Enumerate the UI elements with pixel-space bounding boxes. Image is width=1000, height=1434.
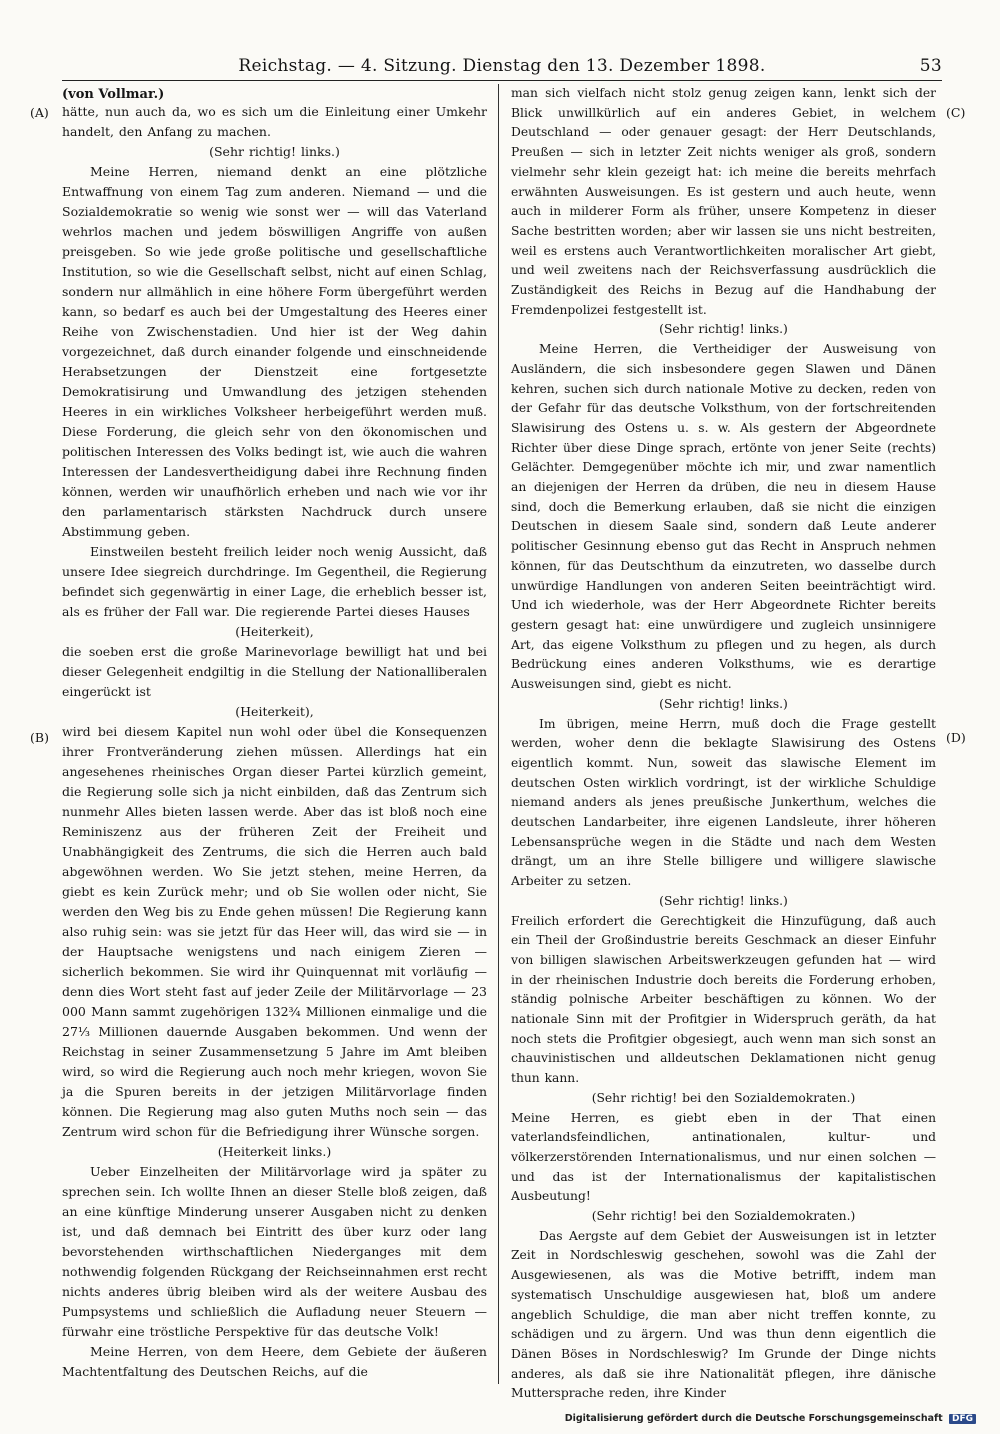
paragraph: hätte, nun auch da, wo es sich um die Einleitung einer Umkehr handelt, den Anfang zu machen. <box>62 104 487 139</box>
margin-mark-c: (C) <box>946 105 966 120</box>
paragraph: Ueber Einzelheiten der Militärvorlage wird ja später zu sprechen sein. Ich wollte Ihnen an dieser Stelle bloß zeigen, daß an eine künftige Minderung unserer Ausgaben nicht zu denken ist, und daß demnach bei Eintritt des über kurz oder lang bevorstehenden wirthschaftlichen Niederganges mit dem nothwendig folgenden Rückgang der Reichseinnahmen erst recht nichts anderes übrig bleiben wird als der weitere Ausbau des Pumpsystems und schließlich die Aufladung neuer Steuern — fürwahr eine tröstliche Perspektive für das deutsche Volk! <box>62 1164 487 1339</box>
footer-text: Digitalisierung gefördert durch die Deutsche Forschungsgemeinschaft <box>564 1413 943 1424</box>
paragraph: Freilich erfordert die Gerechtigkeit die Hinzufügung, daß auch ein Theil der Großindustrie bereits Geschmack an dieser Einfuhr von billigen slawischen Arbeitswerkzeugen gefunden hat — wird in der rheinischen Industrie doch bereits die Forderung erhoben, ständig polnische Arbeiter beschäftigen zu können. Wo der nationale Sinn mit der Profitgier in Widerspruch geräth, da hat noch stets die Profitgier obgesiegt, auch wenn man sich sonst an chauvinistischen und alldeutschen Deklamationen nicht genug thun kann. <box>511 913 936 1086</box>
interjection: (Heiterkeit), <box>235 624 314 639</box>
page-header <box>62 56 942 76</box>
paragraph: die soeben erst die große Marinevorlage bewilligt hat und bei dieser Gelegenheit endgiltig in die Stellung der Nationalliberalen eingerückt ist <box>62 644 487 699</box>
margin-mark-a: (A) <box>30 105 49 120</box>
running-title: Reichstag. — 4. Sitzung. Dienstag den 13. Dezember 1898. <box>238 56 766 76</box>
paragraph: Im übrigen, meine Herrn, muß doch die Frage gestellt werden, woher denn die beklagte Slawisirung des Ostens eigentlich kommt. Nun, soweit das slawische Element im deutschen Osten wirklich vordringt, ist der wirkliche Schuldige niemand anders als jenes preußische Junkerthum, welches die deutschen Landarbeiter, ihre eigenen Landsleute, ihrer höheren Lebensansprüche wegen in die Städte und nach dem Westen drängt, um an ihre Stelle billigere und willigere slawische Arbeiter zu setzen. <box>511 716 936 889</box>
interjection: (Sehr richtig! bei den Sozialdemokraten.) <box>591 1209 856 1224</box>
column-divider <box>498 84 499 1384</box>
header-rule <box>62 80 942 81</box>
margin-mark-b: (B) <box>30 730 49 745</box>
interjection: (Sehr richtig! links.) <box>209 144 340 159</box>
paragraph: Einstweilen besteht freilich leider noch wenig Aussicht, daß unsere Idee siegreich durchdringe. Im Gegentheil, die Regierung befindet sich gegenwärtig in einer Lage, die erheblich besser ist, als es früher der Fall war. Die regierende Partei dieses Hauses <box>62 544 487 619</box>
paragraph: Meine Herren, niemand denkt an eine plötzliche Entwaffnung von einem Tag zum anderen. Niemand — und die Sozialdemokratie so wenig wie sonst wer — will das Vaterland wehrlos machen und jedem böswilligen Angriffe von außen preisgeben. So wie jede große politische und gesellschaftliche Institution, so wie die Gesellschaft selbst, nicht auf einen Schlag, sondern nur allmählich in eine höhere Form übergeführt werden kann, so bedarf es auch bei der Umgestaltung des Heeres einer Reihe von Zwischenstadien. Und hier ist der Weg dahin vorgezeichnet, daß durch einander folgende und einschneidende Herabsetzungen der Dienstzeit eine fortgesetzte Demokratisirung und Umwandlung des jetzigen stehenden Heeres in ein wirkliches Volksheer herbeigeführt werden muß. Diese Forderung, die gleich sehr von den ökonomischen und politischen Interessen des Volks bedingt ist, wie auch die wahren Interessen der Landesvertheidigung dabei ihre Rechnung finden können, werden wir unaufhörlich erheben und nach wie vor ihr den parlamentarisch stärksten Nachdruck durch unsere Abstimmung geben. <box>62 164 487 539</box>
paragraph: Meine Herren, die Vertheidiger der Ausweisung von Ausländern, die sich insbesondere gegen Slawen und Dänen kehren, suchen sich durch nationale Motive zu decken, reden von der Gefahr für das deutsche Volksthum, von der fortschreitenden Slawisirung des Ostens u. s. w. Als gestern der Abgeordnete Richter über diese Dinge sprach, ertönte von jener Seite (rechts) Gelächter. Demgegenüber möchte ich mir, und zwar namentlich an diejenigen der Herren da drüben, die neu in diesem Hause sind, doch die Bemerkung erlauben, daß sie nicht die einzigen Deutschen in diesem Saale sind, sondern daß Leute anderer politischer Gesinnung ebenso gut das Recht in Anspruch nehmen können, für das Deutschthum da einzutreten, wo dasselbe durch unwürdige Handlungen von anderen Seiten beeinträchtigt wird. Und ich wiederhole, was der Herr Abgeordnete Richter bereits gestern gesagt hat: eine unwürdigere und zugleich unsinnigere Art, das eigene Volksthum zu pflegen und zu hegen, als durch Bedrückung eines anderen Volksthums, wie es derartige Ausweisungen sind, giebt es nicht. <box>511 342 936 692</box>
interjection: (Sehr richtig! links.) <box>659 696 788 711</box>
interjection: (Heiterkeit links.) <box>217 1144 332 1159</box>
footer-credit <box>565 1413 976 1424</box>
paragraph: Meine Herren, von dem Heere, dem Gebiete der äußeren Machtentfaltung des Deutschen Reichs, auf die <box>62 1344 487 1379</box>
paragraph: man sich vielfach nicht stolz genug zeigen kann, lenkt sich der Blick unwillkürlich auf ein anderes Gebiet, in welchem Deutschland — oder genauer gesagt: der Herr Deutschlands, Preußen — sich in letzter Zeit nichts weniger als groß, sondern vielmehr sehr klein gezeigt hat: ich meine die bereits mehrfach erwähnten Ausweisungen. Es ist gestern und auch heute, wenn auch in milderer Form als früher, unsere Kompetenz in dieser Sache bestritten worden; aber wir lassen sie uns nicht bestreiten, weil es erstens auch Verantwortlichkeiten moralischer Art giebt, und weil zweitens nach der Reichsverfassung ausdrücklich die Zuständigkeit des Reichs in Bezug auf die Handhabung der Fremdenpolizei festgestellt ist. <box>511 86 936 317</box>
interjection: (Sehr richtig! links.) <box>659 893 788 908</box>
left-column <box>62 102 487 1382</box>
page-number: 53 <box>919 56 942 76</box>
dfg-logo: DFG <box>949 1414 976 1424</box>
interjection: (Heiterkeit), <box>235 704 314 719</box>
speaker-name: (von Vollmar.) <box>62 87 165 102</box>
interjection: (Sehr richtig! links.) <box>659 322 788 337</box>
interjection: (Sehr richtig! bei den Sozialdemokraten.) <box>591 1090 856 1105</box>
paragraph: Meine Herren, es giebt eben in der That einen vaterlandsfeindlichen, antinationalen, kultur- und völkerzerstörenden Internationalismus, und nur einen solchen — und das ist der Internationalismus der kapitalistischen Ausbeutung! <box>511 1110 936 1204</box>
margin-mark-d: (D) <box>946 730 966 745</box>
right-column <box>511 84 936 1404</box>
paragraph: Das Aergste auf dem Gebiet der Ausweisungen ist in letzter Zeit in Nordschleswig geschehen, sowohl was die Zahl der Ausgewiesenen, als was die Motive betrifft, indem man systematisch Unschuldige ausgewiesen hat, bloß um andere angeblich Schuldige, die man aber nicht treffen konnte, zu schädigen und zu ärgern. Und was thun denn eigentlich die Dänen Böses in Nordschleswig? Im Grunde der Dinge nichts anderes, als daß sie ihre Nationalität pflegen, ihre dänische Muttersprache reden, ihre Kinder <box>511 1228 936 1401</box>
paragraph: wird bei diesem Kapitel nun wohl oder übel die Konsequenzen ihrer Frontveränderung ziehen müssen. Allerdings hat ein angesehenes rheinisches Organ dieser Partei kürzlich gemeint, die Regierung solle sich ja nicht einbilden, daß das Zentrum sich nunmehr Alles bieten lassen werde. Aber das ist bloß noch eine Reminiszenz aus der früheren Zeit der Freiheit und Unabhängigkeit des Zentrums, die sich die Herren auch bald abgewöhnen werden. Wo Sie jetzt stehen, meine Herren, da giebt es kein Zurück mehr; und ob Sie wollen oder nicht, Sie werden den Weg bis zu Ende gehen müssen! Die Regierung kann also ruhig sein: was sie jetzt für das Heer will, das wird sie — in der Hauptsache wenigstens und nach einigem Zieren — sicherlich bekommen. Sie wird ihr Quinquennat mit vorläufig — denn dies Wort steht fast auf jeder Zeile der Militärvorlage — 23 000 Mann sammt zugehörigen 132¾ Millionen einmalige und die 27⅓ Millionen dauernde Ausgaben bekommen. Und wenn der Reichstag in seiner Zusammensetzung 5 Jahre im Amt bleiben wird, so wird die Regierung auch noch mehr kriegen, wovon Sie ja die Spuren bereits in der jetzigen Militärvorlage finden können. Die Regierung mag also guten Muths noch sein — das Zentrum wird schon für die Befriedigung ihrer Wünsche sorgen. <box>62 724 487 1139</box>
